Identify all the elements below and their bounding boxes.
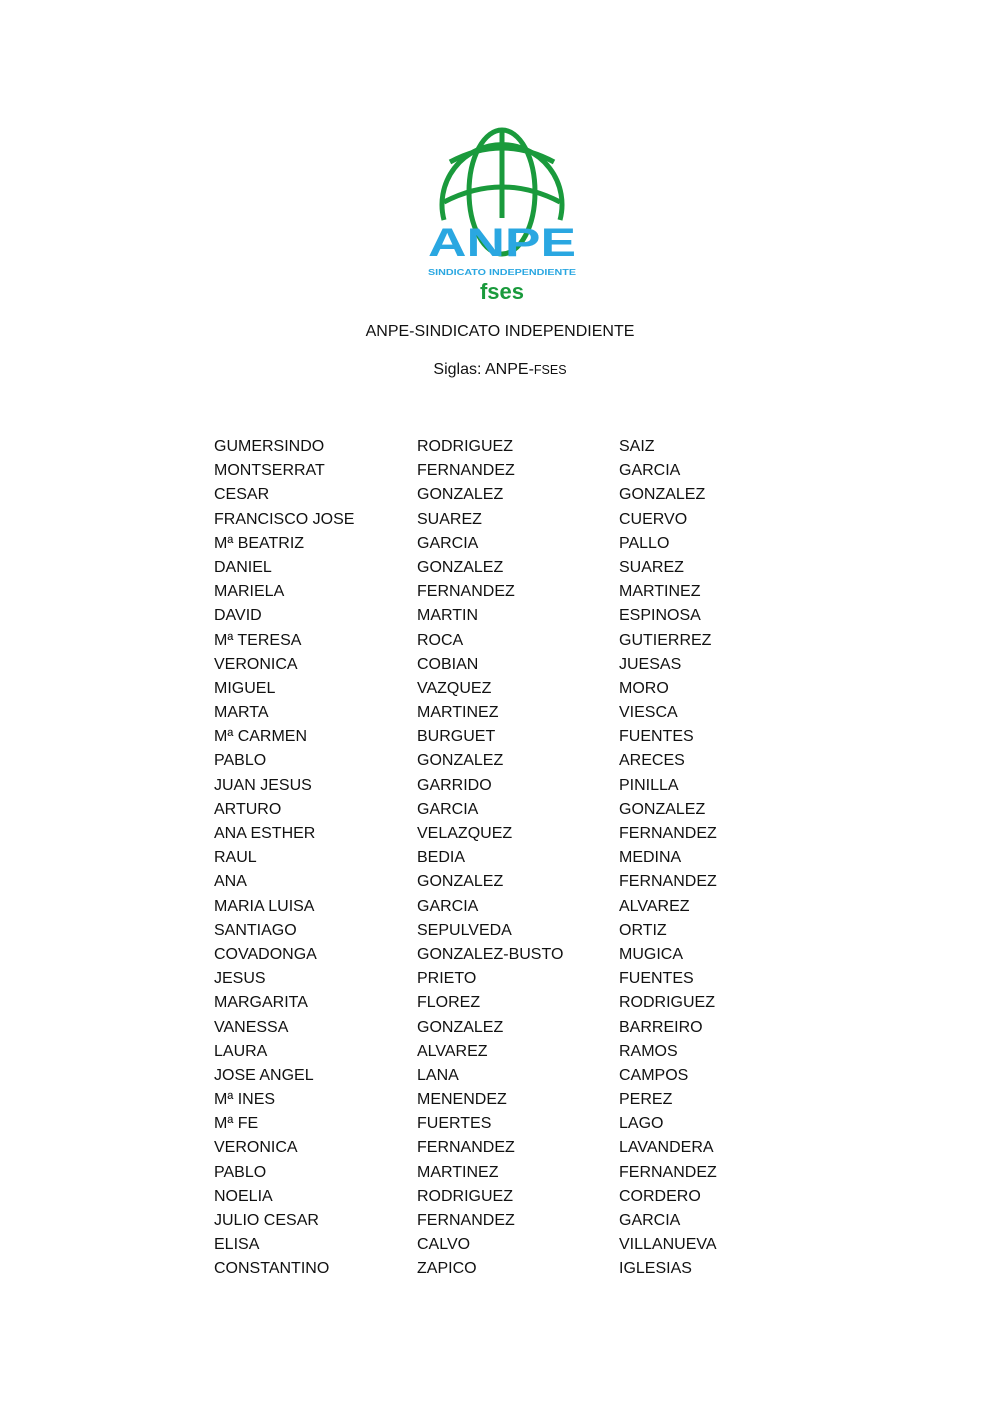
list-item — [214, 534, 774, 558]
second-surname: FERNANDEZ — [619, 1163, 717, 1181]
first-surname: FERNANDEZ — [417, 583, 515, 601]
first-surname: GONZALEZ — [417, 1018, 504, 1036]
second-surname: CAMPOS — [619, 1066, 689, 1084]
second-surname: MUGICA — [619, 945, 683, 963]
first-surname: BURGUET — [417, 728, 496, 746]
first-surname: FUERTES — [417, 1115, 492, 1133]
siglas-label: Siglas: ANPE- — [433, 361, 534, 378]
list-item — [214, 1042, 774, 1066]
anpe-fses-logo — [420, 124, 584, 306]
members-list — [214, 437, 774, 1284]
second-surname: ESPINOSA — [619, 607, 701, 625]
second-surname: PINILLA — [619, 776, 679, 794]
first-name: LAURA — [214, 1042, 268, 1060]
first-name: CONSTANTINO — [214, 1260, 330, 1278]
first-surname: GONZALEZ — [417, 486, 504, 504]
first-surname: GARRIDO — [417, 776, 492, 794]
second-surname: RODRIGUEZ — [619, 994, 715, 1012]
list-item — [214, 510, 774, 534]
first-name: ARTURO — [214, 800, 282, 818]
first-surname: VAZQUEZ — [417, 679, 492, 697]
first-surname: SUAREZ — [417, 510, 482, 528]
list-item — [214, 1211, 774, 1235]
list-item — [214, 1018, 774, 1042]
first-surname: MARTINEZ — [417, 704, 499, 722]
first-name: MARIA LUISA — [214, 897, 315, 915]
first-surname: RODRIGUEZ — [417, 1187, 513, 1205]
list-item — [214, 969, 774, 993]
second-surname: FERNANDEZ — [619, 825, 717, 842]
first-name: MONTSERRAT — [214, 462, 325, 480]
first-surname: PRIETO — [417, 970, 477, 988]
first-surname: COBIAN — [417, 655, 479, 673]
first-name: ELISA — [214, 1236, 260, 1254]
second-surname: CUERVO — [619, 510, 688, 528]
second-surname: FERNANDEZ — [619, 873, 717, 891]
second-surname: RAMOS — [619, 1042, 678, 1060]
second-surname: SAIZ — [619, 438, 655, 455]
svg-text:ANPE: ANPE — [428, 221, 576, 265]
first-surname: ALVAREZ — [417, 1042, 488, 1060]
first-surname: VELAZQUEZ — [417, 825, 513, 842]
second-surname: PALLO — [619, 534, 670, 552]
list-item — [214, 824, 774, 848]
second-surname: FUENTES — [619, 728, 694, 746]
list-item — [214, 558, 774, 582]
list-item — [214, 1259, 774, 1283]
first-surname: GARCIA — [417, 534, 479, 552]
first-surname: BEDIA — [417, 849, 466, 867]
second-surname: GONZALEZ — [619, 800, 706, 818]
svg-text:SINDICATO INDEPENDIENTE: SINDICATO INDEPENDIENTE — [428, 268, 577, 277]
first-name: SANTIAGO — [214, 921, 297, 939]
second-surname: VILLANUEVA — [619, 1236, 717, 1254]
second-surname: ARECES — [619, 752, 685, 770]
list-item — [214, 727, 774, 751]
globe-icon — [420, 124, 584, 306]
second-surname: LAGO — [619, 1115, 664, 1133]
svg-text:fses: fses — [479, 279, 525, 304]
list-item — [214, 776, 774, 800]
first-name: DANIEL — [214, 558, 272, 576]
first-surname: MARTIN — [417, 607, 479, 625]
first-name: JUAN JESUS — [214, 776, 312, 794]
second-surname: GUTIERREZ — [619, 631, 712, 649]
list-item — [214, 582, 774, 606]
first-name: RAUL — [214, 849, 257, 867]
second-surname: FUENTES — [619, 970, 694, 988]
organization-name: ANPE-SINDICATO INDEPENDIENTE — [365, 323, 635, 340]
list-item — [214, 1138, 774, 1162]
second-surname: GARCIA — [619, 462, 681, 480]
list-item — [214, 1090, 774, 1114]
first-surname: FERNANDEZ — [417, 1139, 515, 1157]
second-surname: LAVANDERA — [619, 1139, 714, 1157]
list-item — [214, 1066, 774, 1090]
first-surname: GONZALEZ — [417, 558, 504, 576]
second-surname: ALVAREZ — [619, 897, 690, 915]
list-item — [214, 655, 774, 679]
first-name: FRANCISCO JOSE — [214, 510, 355, 528]
list-item — [214, 1187, 774, 1211]
second-surname: CORDERO — [619, 1187, 701, 1205]
second-surname: VIESCA — [619, 704, 678, 722]
second-surname: IGLESIAS — [619, 1260, 692, 1278]
first-name: JOSE ANGEL — [214, 1066, 314, 1084]
first-surname: FERNANDEZ — [417, 462, 515, 480]
first-surname: GONZALEZ — [417, 752, 504, 770]
first-name: JESUS — [214, 970, 266, 988]
first-name: NOELIA — [214, 1187, 273, 1205]
first-surname: GONZALEZ — [417, 873, 504, 891]
first-surname: FERNANDEZ — [417, 1212, 515, 1229]
first-name: Mª INES — [214, 1091, 276, 1109]
first-name: Mª TERESA — [214, 631, 302, 649]
first-name: MARIELA — [214, 583, 285, 601]
first-name: MARGARITA — [214, 994, 308, 1012]
second-surname: PEREZ — [619, 1091, 673, 1109]
list-item — [214, 1114, 774, 1138]
list-item — [214, 945, 774, 969]
list-item — [214, 872, 774, 896]
second-surname: GARCIA — [619, 1212, 681, 1229]
list-item — [214, 631, 774, 655]
first-name: ANA ESTHER — [214, 825, 316, 842]
second-surname: MORO — [619, 679, 669, 697]
list-item — [214, 921, 774, 945]
first-name: COVADONGA — [214, 945, 317, 963]
first-name: Mª FE — [214, 1115, 259, 1133]
first-name: MARTA — [214, 704, 269, 722]
list-item — [214, 485, 774, 509]
first-surname: MARTINEZ — [417, 1163, 499, 1181]
first-surname: CALVO — [417, 1236, 471, 1254]
list-item — [214, 703, 774, 727]
first-name: ANA — [214, 873, 247, 891]
first-name: GUMERSINDO — [214, 438, 325, 455]
first-surname: GARCIA — [417, 897, 479, 915]
first-name: VANESSA — [214, 1018, 289, 1036]
first-name: Mª BEATRIZ — [214, 534, 305, 552]
first-surname: GARCIA — [417, 800, 479, 818]
first-name: PABLO — [214, 1163, 267, 1181]
first-surname: GONZALEZ-BUSTO — [417, 945, 564, 963]
siglas-line — [0, 361, 1000, 379]
list-item — [214, 897, 774, 921]
first-name: VERONICA — [214, 655, 298, 673]
first-surname: LANA — [417, 1066, 459, 1084]
first-surname: MENENDEZ — [417, 1091, 507, 1109]
second-surname: ORTIZ — [619, 921, 667, 939]
list-item — [214, 1235, 774, 1259]
first-name: Mª CARMEN — [214, 728, 308, 746]
list-item — [214, 800, 774, 824]
first-surname: FLOREZ — [417, 994, 481, 1012]
first-name: MIGUEL — [214, 679, 276, 697]
first-surname: SEPULVEDA — [417, 921, 512, 939]
list-item — [214, 1163, 774, 1187]
second-surname: BARREIRO — [619, 1018, 703, 1036]
list-item — [214, 679, 774, 703]
first-name: CESAR — [214, 486, 270, 504]
second-surname: SUAREZ — [619, 558, 684, 576]
first-name: DAVID — [214, 607, 262, 625]
first-name: PABLO — [214, 752, 267, 770]
second-surname: MARTINEZ — [619, 583, 701, 601]
first-surname: ZAPICO — [417, 1260, 477, 1278]
second-surname: JUESAS — [619, 655, 682, 673]
list-item — [214, 437, 774, 461]
siglas-suffix: FSES — [533, 363, 567, 377]
list-item — [214, 993, 774, 1017]
list-item — [214, 461, 774, 485]
first-name: JULIO CESAR — [214, 1212, 319, 1229]
first-surname: RODRIGUEZ — [417, 438, 513, 455]
second-surname: MEDINA — [619, 849, 682, 867]
first-name: VERONICA — [214, 1139, 298, 1157]
list-item — [214, 606, 774, 630]
second-surname: GONZALEZ — [619, 486, 706, 504]
first-surname: ROCA — [417, 631, 464, 649]
list-item — [214, 751, 774, 775]
list-item — [214, 848, 774, 872]
